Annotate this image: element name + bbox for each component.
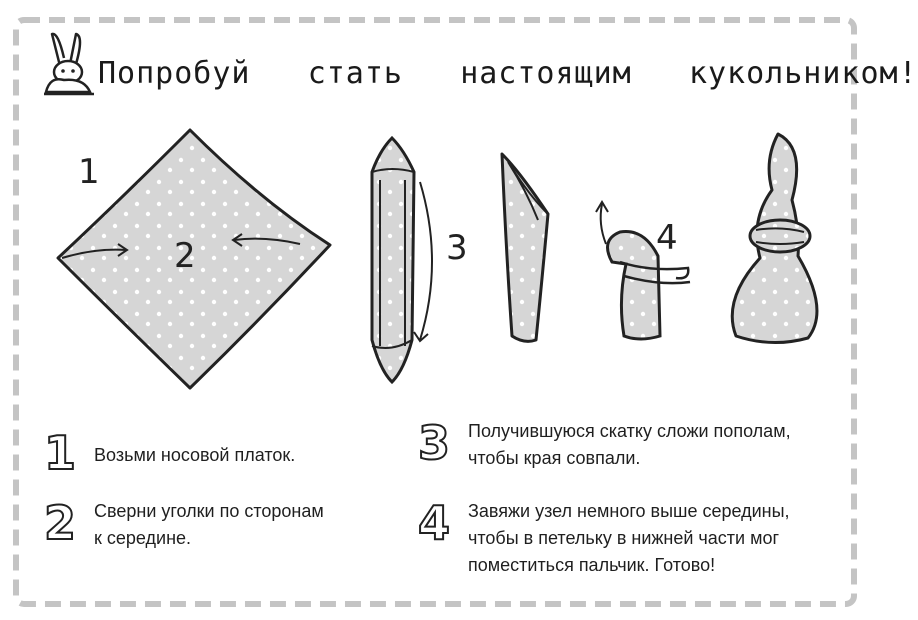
step-line: чтобы в петельку в нижней части мог xyxy=(468,528,780,548)
fold-arrow-down xyxy=(420,182,432,340)
step-text xyxy=(94,442,295,469)
step-text xyxy=(94,498,324,552)
puppet-knot xyxy=(750,220,810,252)
step-number: 3 xyxy=(417,416,450,470)
title-word: настоящим xyxy=(460,56,632,91)
figure-label-1: 1 xyxy=(78,152,100,192)
step-line: чтобы края совпали. xyxy=(468,448,641,468)
step-2 xyxy=(40,496,324,552)
step-3 xyxy=(414,416,791,472)
folded-strip xyxy=(502,154,548,341)
title-word: Попробуй xyxy=(98,56,251,91)
step-line: к середине. xyxy=(94,528,192,548)
pull-arrow-up xyxy=(601,204,606,244)
title-word: стать xyxy=(307,56,403,91)
step-text xyxy=(468,418,791,472)
figure-label-2: 2 xyxy=(174,236,196,276)
figure-label-3: 3 xyxy=(446,228,468,268)
step-line: Получившуюся скатку сложи пополам, xyxy=(468,421,791,441)
step-line: поместиться пальчик. Готово! xyxy=(468,555,716,575)
title-word: кукольником! xyxy=(688,56,918,91)
figure-label-4: 4 xyxy=(656,218,678,258)
knot-loop xyxy=(608,232,661,340)
step-line: Возьми носовой платок. xyxy=(94,445,296,465)
step-number: 2 xyxy=(43,496,76,550)
step-text xyxy=(468,498,790,579)
rolled-strip xyxy=(372,138,414,382)
step-4 xyxy=(414,496,790,579)
step-number: 1 xyxy=(43,426,76,480)
step-line: Сверни уголки по сторонам xyxy=(94,501,324,521)
step-line: Завяжи узел немного выше середины, xyxy=(468,501,790,521)
step-number: 4 xyxy=(417,496,450,550)
step-1 xyxy=(40,426,296,480)
